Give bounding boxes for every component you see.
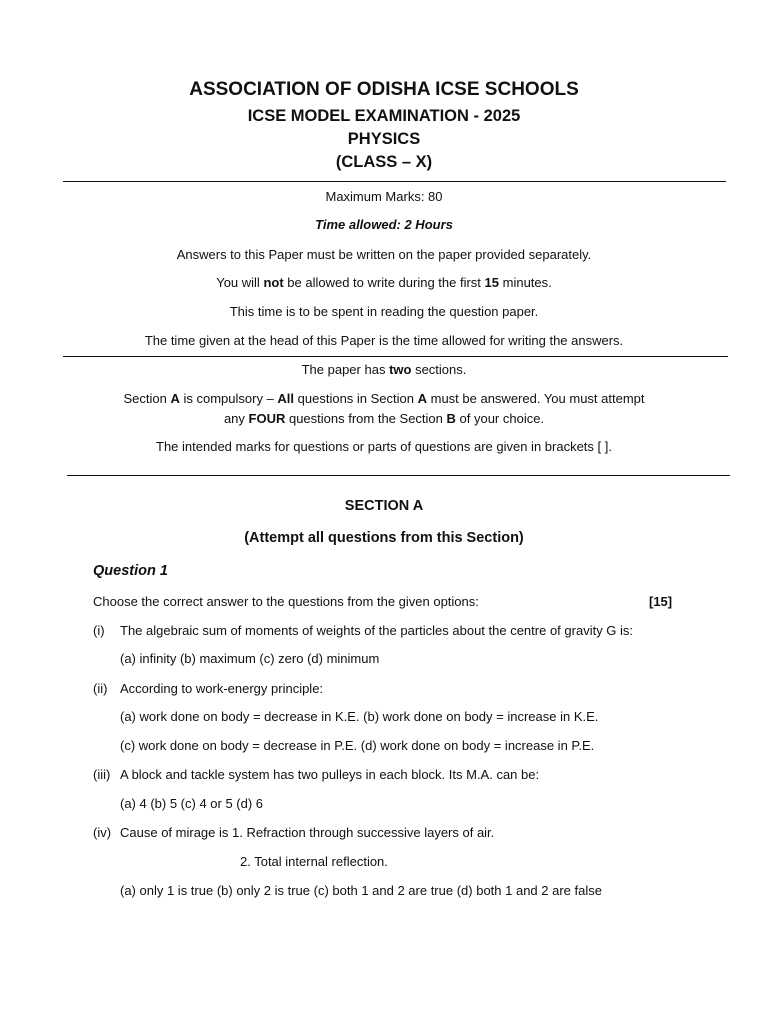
instruction-line-2: You will not be allowed to write during the first 15 minutes.: [216, 275, 552, 290]
question-prompt: Choose the correct answer to the questions from the given options:: [93, 594, 479, 609]
exam-title: ICSE MODEL EXAMINATION - 2025: [247, 107, 521, 125]
item-text: Cause of mirage is 1. Refraction through successive layers of air.: [120, 825, 495, 840]
max-marks: Maximum Marks: 80: [325, 189, 443, 204]
time-allowed: Time allowed: 2 Hours: [315, 217, 453, 232]
item-number: (iii): [93, 767, 111, 782]
section-subtitle: (Attempt all questions from this Section): [244, 530, 524, 546]
divider-bottom: [67, 475, 730, 476]
item-extra: 2. Total internal reflection.: [240, 854, 388, 869]
instruction-line-5: The paper has two sections.: [301, 362, 467, 377]
divider-top: [63, 181, 726, 182]
instruction-line-8: The intended marks for questions or parts of questions are given in brackets [ ].: [156, 439, 612, 454]
item-options: (a) only 1 is true (b) only 2 is true (c) both 1 and 2 are true (d) both 1 and 2 are false: [120, 883, 602, 898]
item-options: (a) work done on body = decrease in K.E. (b) work done on body = increase in K.E.: [120, 709, 599, 724]
divider-middle: [63, 356, 728, 357]
class-title: (CLASS – X): [335, 153, 433, 171]
item-text: The algebraic sum of moments of weights of the particles about the centre of gravity G is:: [120, 623, 634, 638]
instruction-line-4: The time given at the head of this Paper is the time allowed for writing the answers.: [144, 333, 624, 348]
item-number: (ii): [93, 681, 108, 696]
question-marks: [15]: [649, 594, 673, 609]
question-title: Question 1: [93, 563, 168, 579]
association-title: ASSOCIATION OF ODISHA ICSE SCHOOLS: [189, 79, 579, 100]
instruction-line-7: any FOUR questions from the Section B of your choice.: [223, 411, 545, 426]
item-number: (i): [93, 623, 105, 638]
item-text: A block and tackle system has two pulleys in each block. Its M.A. can be:: [120, 767, 540, 782]
instruction-line-1: Answers to this Paper must be written on the paper provided separately.: [176, 247, 592, 262]
subject-title: PHYSICS: [347, 130, 421, 148]
item-number: (iv): [93, 825, 112, 840]
item-text: According to work-energy principle:: [120, 681, 324, 696]
item-options: (a) infinity (b) maximum (c) zero (d) minimum: [120, 651, 380, 666]
instruction-line-6: Section A is compulsory – All questions in Section A must be answered. You must attempt: [123, 391, 645, 406]
item-options: (c) work done on body = decrease in P.E. (d) work done on body = increase in P.E.: [120, 738, 595, 753]
item-options: (a) 4 (b) 5 (c) 4 or 5 (d) 6: [120, 796, 264, 811]
section-title: SECTION A: [344, 498, 424, 514]
instruction-line-3: This time is to be spent in reading the question paper.: [229, 304, 539, 319]
